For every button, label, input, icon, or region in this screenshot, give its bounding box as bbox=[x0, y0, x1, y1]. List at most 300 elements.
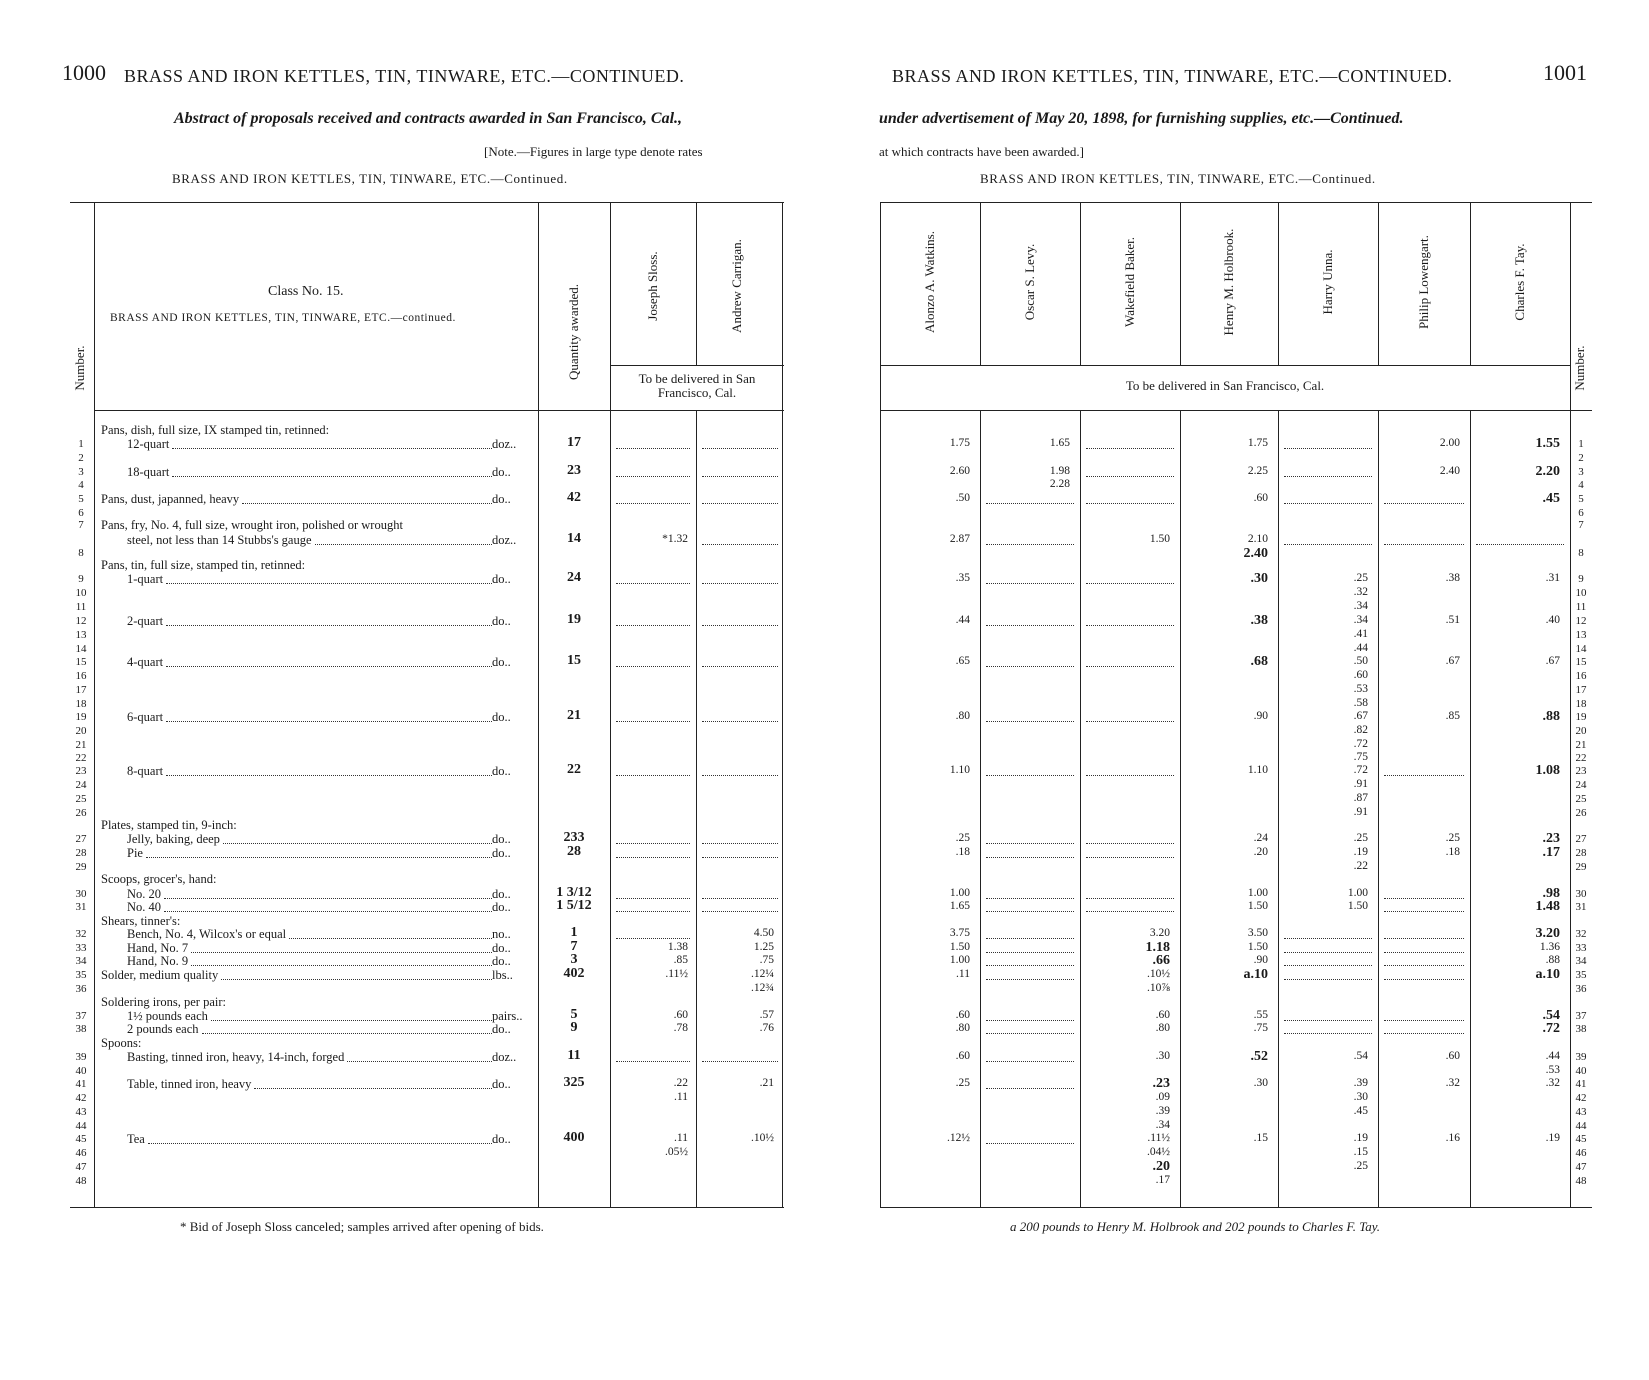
bid-value: .16 bbox=[1445, 1132, 1460, 1144]
bid-value: .30 bbox=[1353, 1091, 1368, 1103]
quantity-awarded: 42 bbox=[567, 490, 581, 505]
line-number: 17 bbox=[1575, 684, 1587, 696]
bid-value: .50 bbox=[955, 492, 970, 504]
line-number: 46 bbox=[1575, 1147, 1587, 1159]
empty-bid-dots bbox=[986, 857, 1074, 858]
bid-value: 1.65 bbox=[1049, 437, 1070, 449]
line-number: 31 bbox=[75, 901, 87, 913]
line-number: 45 bbox=[75, 1133, 87, 1145]
item-unit: doz.. bbox=[492, 437, 517, 451]
bid-value: .30 bbox=[1253, 1077, 1268, 1089]
item-description: Hand, No. 7 bbox=[127, 941, 189, 955]
empty-bid-dots bbox=[986, 625, 1074, 626]
leader-dots bbox=[347, 1061, 492, 1062]
leader-dots bbox=[221, 979, 492, 980]
line-number: 39 bbox=[1575, 1051, 1587, 1063]
bid-value: 3.20 bbox=[1149, 927, 1170, 939]
empty-bid-dots bbox=[1384, 911, 1464, 912]
leader-dots bbox=[166, 583, 492, 584]
empty-bid-dots bbox=[986, 843, 1074, 844]
line-number: 3 bbox=[78, 466, 84, 478]
empty-bid-dots bbox=[986, 544, 1074, 545]
line-number: 42 bbox=[1575, 1092, 1587, 1104]
bid-value: .75 bbox=[1253, 1022, 1268, 1034]
item-unit: doz.. bbox=[492, 533, 517, 547]
bid-value: 2.20 bbox=[1535, 464, 1560, 479]
empty-bid-dots bbox=[1384, 938, 1464, 939]
bidder-name: Oscar S. Levy. bbox=[1022, 243, 1037, 321]
bid-value: .67 bbox=[1545, 655, 1560, 667]
bid-value: .30 bbox=[1250, 571, 1268, 586]
empty-bid-dots bbox=[1284, 952, 1372, 953]
bid-value: .25 bbox=[1353, 1160, 1368, 1172]
bidder-name: Harry Unna. bbox=[1320, 249, 1335, 315]
bid-value: 1.36 bbox=[1539, 941, 1560, 953]
line-number: 25 bbox=[1575, 793, 1587, 805]
line-number: 26 bbox=[75, 807, 87, 819]
item-unit: do.. bbox=[492, 764, 511, 778]
empty-bid-dots bbox=[1284, 979, 1372, 980]
line-number: 33 bbox=[75, 942, 87, 954]
bid-value: .32 bbox=[1353, 586, 1368, 598]
bid-value: 1.00 bbox=[949, 887, 970, 899]
item-unit: do.. bbox=[492, 1022, 511, 1036]
empty-bid-dots bbox=[616, 625, 690, 626]
bid-value: .10⅞ bbox=[1147, 982, 1170, 994]
bid-value: .44 bbox=[1353, 642, 1368, 654]
empty-bid-dots bbox=[986, 1143, 1074, 1144]
bid-value: 1.25 bbox=[753, 941, 774, 953]
right-number-header: Number. bbox=[1572, 345, 1587, 391]
bidder-joseph-sloss: Joseph Sloss. bbox=[645, 251, 660, 321]
item-description: steel, not less than 14 Stubbs's gauge bbox=[127, 533, 312, 547]
right-col-divider bbox=[1378, 410, 1379, 1207]
line-number: 46 bbox=[75, 1147, 87, 1159]
empty-bid-dots bbox=[1284, 448, 1372, 449]
leader-dots bbox=[223, 843, 492, 844]
empty-bid-dots bbox=[1086, 911, 1174, 912]
empty-bid-dots bbox=[1086, 721, 1174, 722]
bid-value: .20 bbox=[1152, 1159, 1170, 1174]
empty-bid-dots bbox=[1086, 666, 1174, 667]
bid-value: .22 bbox=[673, 1077, 688, 1089]
bid-value: .58 bbox=[1353, 697, 1368, 709]
bid-value: a.10 bbox=[1535, 967, 1560, 982]
line-number: 32 bbox=[75, 928, 87, 940]
bid-value: .85 bbox=[1445, 710, 1460, 722]
bid-value: .35 bbox=[955, 572, 970, 584]
line-number: 29 bbox=[75, 861, 87, 873]
item-unit: do.. bbox=[492, 1132, 511, 1146]
empty-bid-dots bbox=[702, 775, 778, 776]
line-number: 29 bbox=[1575, 861, 1587, 873]
leader-dots bbox=[289, 938, 492, 939]
line-number: 4 bbox=[78, 479, 84, 491]
bid-value: .18 bbox=[1445, 846, 1460, 858]
line-number: 47 bbox=[1575, 1161, 1587, 1173]
line-number: 17 bbox=[75, 684, 87, 696]
line-number: 16 bbox=[75, 670, 87, 682]
item-description: 2 pounds each bbox=[127, 1022, 199, 1036]
line-number: 5 bbox=[1578, 493, 1584, 505]
right-col-divider bbox=[880, 365, 881, 410]
bid-value: .53 bbox=[1545, 1064, 1560, 1076]
bid-value: .90 bbox=[1253, 954, 1268, 966]
line-number: 23 bbox=[1575, 765, 1587, 777]
empty-bid-dots bbox=[1384, 775, 1464, 776]
bid-value: .98 bbox=[1542, 886, 1560, 901]
quantity-awarded: 402 bbox=[563, 966, 585, 981]
bid-value: 1.50 bbox=[1347, 900, 1368, 912]
quantity-awarded: 19 bbox=[567, 612, 581, 627]
bid-value: .68 bbox=[1250, 654, 1268, 669]
quantity-awarded: 9 bbox=[570, 1020, 578, 1035]
line-number: 26 bbox=[1575, 807, 1587, 819]
bid-value: 1.18 bbox=[1145, 940, 1170, 955]
item-description: 8-quart bbox=[127, 764, 164, 778]
left-header-rule bbox=[94, 410, 784, 411]
empty-bid-dots bbox=[702, 544, 778, 545]
bid-value: 1.50 bbox=[1149, 533, 1170, 545]
empty-bid-dots bbox=[702, 476, 778, 477]
left-col-divider bbox=[782, 202, 783, 1207]
line-number: 25 bbox=[75, 793, 87, 805]
bid-value: 1.75 bbox=[1247, 437, 1268, 449]
bid-value: .60 bbox=[1253, 492, 1268, 504]
empty-bid-dots bbox=[616, 583, 690, 584]
line-number: 44 bbox=[75, 1120, 87, 1132]
bid-value: .11½ bbox=[1147, 1132, 1170, 1144]
bid-value: .45 bbox=[1542, 491, 1560, 506]
line-number: 18 bbox=[75, 698, 87, 710]
empty-bid-dots bbox=[986, 979, 1074, 980]
line-number: 48 bbox=[1575, 1175, 1587, 1187]
bid-value: .25 bbox=[1353, 832, 1368, 844]
quantity-awarded: 17 bbox=[567, 435, 581, 450]
empty-bid-dots bbox=[1384, 965, 1464, 966]
item-unit: do.. bbox=[492, 900, 511, 914]
empty-bid-dots bbox=[616, 843, 690, 844]
bid-value: .82 bbox=[1353, 724, 1368, 736]
leader-dots bbox=[191, 952, 492, 953]
leader-dots bbox=[242, 503, 492, 504]
line-number: 10 bbox=[75, 587, 87, 599]
quantity-awarded: 1 3/12 bbox=[556, 885, 592, 900]
line-number: 3 bbox=[1578, 466, 1584, 478]
line-number: 2 bbox=[1578, 452, 1584, 464]
quantity-awarded: 233 bbox=[563, 830, 585, 845]
right-note: at which contracts have been awarded.] bbox=[879, 144, 1085, 159]
empty-bid-dots bbox=[986, 898, 1074, 899]
line-number: 34 bbox=[1575, 955, 1587, 967]
line-number: 35 bbox=[75, 969, 87, 981]
line-number: 28 bbox=[1575, 847, 1587, 859]
empty-bid-dots bbox=[1086, 503, 1174, 504]
line-number: 20 bbox=[1575, 725, 1587, 737]
bid-value: .72 bbox=[1353, 738, 1368, 750]
empty-bid-dots bbox=[702, 898, 778, 899]
item-unit: do.. bbox=[492, 832, 511, 846]
empty-bid-dots bbox=[1476, 544, 1564, 545]
empty-bid-dots bbox=[616, 938, 690, 939]
bid-value: 1.38 bbox=[667, 941, 688, 953]
bid-value: .24 bbox=[1253, 832, 1268, 844]
leader-dots bbox=[191, 965, 492, 966]
bid-value: .60 bbox=[955, 1050, 970, 1062]
item-unit: do.. bbox=[492, 887, 511, 901]
bid-value: .44 bbox=[1545, 1050, 1560, 1062]
line-number: 44 bbox=[1575, 1120, 1587, 1132]
empty-bid-dots bbox=[986, 666, 1074, 667]
empty-bid-dots bbox=[986, 721, 1074, 722]
bid-value: .60 bbox=[1353, 669, 1368, 681]
empty-bid-dots bbox=[1284, 1020, 1372, 1021]
item-description: Pans, dish, full size, IX stamped tin, retinned: bbox=[101, 423, 330, 437]
bidder-name: Philip Lowengart. bbox=[1416, 235, 1431, 329]
right-col-divider bbox=[980, 410, 981, 1207]
right-col-divider bbox=[880, 410, 881, 1207]
line-number: 15 bbox=[75, 656, 87, 668]
line-number: 11 bbox=[1575, 601, 1587, 613]
left-note: [Note.—Figures in large type denote rates bbox=[484, 144, 703, 159]
right-col-divider bbox=[1180, 202, 1181, 365]
bid-value: 3.50 bbox=[1247, 927, 1268, 939]
empty-bid-dots bbox=[986, 911, 1074, 912]
leader-dots bbox=[148, 1143, 492, 1144]
empty-bid-dots bbox=[1384, 544, 1464, 545]
bid-value: 1.75 bbox=[949, 437, 970, 449]
bid-value: .23 bbox=[1152, 1076, 1170, 1091]
line-number: 24 bbox=[1575, 779, 1587, 791]
bid-value: .54 bbox=[1353, 1050, 1368, 1062]
left-abstract-line: Abstract of proposals received and contracts awarded in San Francisco, Cal., bbox=[174, 110, 683, 127]
line-number: 2 bbox=[78, 452, 84, 464]
bid-value: .34 bbox=[1353, 614, 1368, 626]
line-number: 21 bbox=[1575, 739, 1587, 751]
empty-bid-dots bbox=[1086, 583, 1174, 584]
right-col-divider bbox=[1470, 410, 1471, 1207]
left-col-divider bbox=[538, 202, 539, 1207]
bid-value: .60 bbox=[1445, 1050, 1460, 1062]
line-number: 6 bbox=[1578, 507, 1584, 519]
line-number: 9 bbox=[1578, 573, 1584, 585]
item-unit: do.. bbox=[492, 941, 511, 955]
line-number: 33 bbox=[1575, 942, 1587, 954]
bid-value: .11 bbox=[674, 1091, 688, 1103]
right-col-divider bbox=[1470, 202, 1471, 365]
bid-value: .11½ bbox=[665, 968, 688, 980]
bid-value: 2.40 bbox=[1439, 465, 1460, 477]
leader-dots bbox=[202, 1033, 492, 1034]
bid-value: .10½ bbox=[751, 1132, 774, 1144]
line-number: 38 bbox=[75, 1023, 87, 1035]
quantity-awarded: 5 bbox=[570, 1007, 578, 1022]
bid-value: .55 bbox=[1253, 1009, 1268, 1021]
empty-bid-dots bbox=[1384, 503, 1464, 504]
empty-bid-dots bbox=[702, 1061, 778, 1062]
bid-value: 2.60 bbox=[949, 465, 970, 477]
bid-value: .34 bbox=[1353, 600, 1368, 612]
bid-value: .80 bbox=[955, 710, 970, 722]
bid-value: .72 bbox=[1353, 764, 1368, 776]
line-number: 23 bbox=[75, 765, 87, 777]
empty-bid-dots bbox=[1384, 1033, 1464, 1034]
bid-value: 1.98 bbox=[1049, 465, 1070, 477]
empty-bid-dots bbox=[1384, 898, 1464, 899]
empty-bid-dots bbox=[616, 1061, 690, 1062]
bid-value: .25 bbox=[1445, 832, 1460, 844]
bid-value: .19 bbox=[1353, 1132, 1368, 1144]
empty-bid-dots bbox=[1284, 544, 1372, 545]
empty-bid-dots bbox=[1284, 476, 1372, 477]
empty-bid-dots bbox=[1086, 625, 1174, 626]
line-number: 19 bbox=[1575, 711, 1587, 723]
bid-value: .44 bbox=[955, 614, 970, 626]
empty-bid-dots bbox=[702, 448, 778, 449]
left-top-rule bbox=[70, 202, 784, 203]
quantity-awarded: 7 bbox=[570, 939, 578, 954]
bid-value: .54 bbox=[1542, 1008, 1560, 1023]
item-unit: do.. bbox=[492, 710, 511, 724]
bid-value: .09 bbox=[1155, 1091, 1170, 1103]
item-unit: pairs.. bbox=[492, 1009, 523, 1023]
bid-value: .66 bbox=[1152, 953, 1170, 968]
empty-bid-dots bbox=[702, 625, 778, 626]
left-bottom-rule bbox=[70, 1207, 784, 1208]
bid-value: .32 bbox=[1545, 1077, 1560, 1089]
bid-value: 4.50 bbox=[753, 927, 774, 939]
right-footnote: a 200 pounds to Henry M. Holbrook and 202 pounds to Charles F. Tay. bbox=[1010, 1219, 1381, 1234]
line-number: 27 bbox=[75, 833, 87, 845]
empty-bid-dots bbox=[1086, 476, 1174, 477]
empty-bid-dots bbox=[986, 965, 1074, 966]
empty-bid-dots bbox=[702, 721, 778, 722]
item-unit: do.. bbox=[492, 614, 511, 628]
bid-value: .80 bbox=[1155, 1022, 1170, 1034]
left-footnote: * Bid of Joseph Sloss canceled; samples arrived after opening of bids. bbox=[180, 1219, 544, 1234]
empty-bid-dots bbox=[986, 938, 1074, 939]
bid-value: 2.25 bbox=[1247, 465, 1268, 477]
bid-value: .11 bbox=[674, 1132, 688, 1144]
item-description: 6-quart bbox=[127, 710, 164, 724]
bid-value: .12¼ bbox=[751, 968, 774, 980]
bid-value: a.10 bbox=[1243, 967, 1268, 982]
empty-bid-dots bbox=[616, 503, 690, 504]
left-col-divider bbox=[696, 202, 697, 365]
bid-value: 1.00 bbox=[949, 954, 970, 966]
right-col-divider bbox=[1080, 410, 1081, 1207]
bid-value: .12¾ bbox=[751, 982, 774, 994]
quantity-awarded: 325 bbox=[563, 1075, 585, 1090]
line-number: 14 bbox=[75, 643, 87, 655]
empty-bid-dots bbox=[1284, 503, 1372, 504]
bid-value: .19 bbox=[1353, 846, 1368, 858]
leader-dots bbox=[164, 911, 492, 912]
right-col-divider bbox=[1278, 202, 1279, 365]
bid-value: .78 bbox=[673, 1022, 688, 1034]
empty-bid-dots bbox=[1284, 965, 1372, 966]
line-number: 30 bbox=[1575, 888, 1587, 900]
quantity-awarded: 14 bbox=[567, 531, 581, 546]
empty-bid-dots bbox=[986, 1061, 1074, 1062]
item-description: Pans, tin, full size, stamped tin, retinned: bbox=[101, 558, 306, 572]
bid-value: .10½ bbox=[1147, 968, 1170, 980]
item-description: Basting, tinned iron, heavy, 14-inch, forged bbox=[127, 1050, 345, 1064]
item-description: 2-quart bbox=[127, 614, 164, 628]
line-number: 8 bbox=[1578, 547, 1584, 559]
bid-value: .51 bbox=[1445, 614, 1460, 626]
line-number: 13 bbox=[1575, 629, 1587, 641]
line-number: 32 bbox=[1575, 928, 1587, 940]
line-number: 37 bbox=[1575, 1010, 1587, 1022]
line-number: 34 bbox=[75, 955, 87, 967]
quantity-awarded: 23 bbox=[567, 463, 581, 478]
bidder-name: Henry M. Holbrook. bbox=[1221, 228, 1236, 336]
line-number: 21 bbox=[75, 739, 87, 751]
empty-bid-dots bbox=[1384, 1020, 1464, 1021]
bid-value: .53 bbox=[1353, 683, 1368, 695]
bid-value: .12½ bbox=[947, 1132, 970, 1144]
item-description: 1-quart bbox=[127, 572, 164, 586]
bid-value: .60 bbox=[955, 1009, 970, 1021]
leader-dots bbox=[166, 721, 492, 722]
line-number: 11 bbox=[75, 601, 87, 613]
line-number: 19 bbox=[75, 711, 87, 723]
empty-bid-dots bbox=[1086, 898, 1174, 899]
quantity-awarded: 21 bbox=[567, 708, 581, 723]
bid-value: .32 bbox=[1445, 1077, 1460, 1089]
empty-bid-dots bbox=[1284, 1033, 1372, 1034]
quantity-awarded: 400 bbox=[563, 1130, 585, 1145]
line-number: 22 bbox=[1575, 752, 1587, 764]
bid-value: 1.10 bbox=[949, 764, 970, 776]
empty-bid-dots bbox=[702, 911, 778, 912]
bid-value: .19 bbox=[1545, 1132, 1560, 1144]
bid-value: .25 bbox=[1353, 572, 1368, 584]
bid-value: .20 bbox=[1253, 846, 1268, 858]
bidder-name: Charles F. Tay. bbox=[1512, 243, 1527, 321]
empty-bid-dots bbox=[702, 857, 778, 858]
left-delivery-label: To be delivered in San Francisco, Cal. bbox=[638, 371, 756, 400]
bid-value: .25 bbox=[955, 832, 970, 844]
left-delivery-rule bbox=[610, 365, 784, 366]
item-unit: do.. bbox=[492, 492, 511, 506]
bid-value: .11 bbox=[956, 968, 970, 980]
bid-value: .05½ bbox=[665, 1146, 688, 1158]
item-description: Table, tinned iron, heavy bbox=[127, 1077, 252, 1091]
left-subheading: BRASS AND IRON KETTLES, TIN, TINWARE, ETC.—Continued. bbox=[172, 171, 568, 186]
bid-value: .52 bbox=[1250, 1049, 1268, 1064]
bid-value: 2.40 bbox=[1243, 546, 1268, 561]
line-number: 7 bbox=[1578, 519, 1584, 531]
bid-value: .22 bbox=[1353, 860, 1368, 872]
quantity-awarded: 24 bbox=[567, 570, 581, 585]
line-number: 22 bbox=[75, 752, 87, 764]
bid-value: .31 bbox=[1545, 572, 1560, 584]
empty-bid-dots bbox=[986, 503, 1074, 504]
item-description: Shears, tinner's: bbox=[101, 914, 181, 928]
item-description: Solder, medium quality bbox=[101, 968, 219, 982]
quantity-awarded: 1 5/12 bbox=[556, 898, 592, 913]
empty-bid-dots bbox=[616, 911, 690, 912]
line-number: 8 bbox=[78, 547, 84, 559]
bid-value: 1.65 bbox=[949, 900, 970, 912]
leader-dots bbox=[166, 775, 492, 776]
line-number: 6 bbox=[78, 507, 84, 519]
leader-dots bbox=[315, 544, 492, 545]
line-number: 13 bbox=[75, 629, 87, 641]
line-number: 39 bbox=[75, 1051, 87, 1063]
